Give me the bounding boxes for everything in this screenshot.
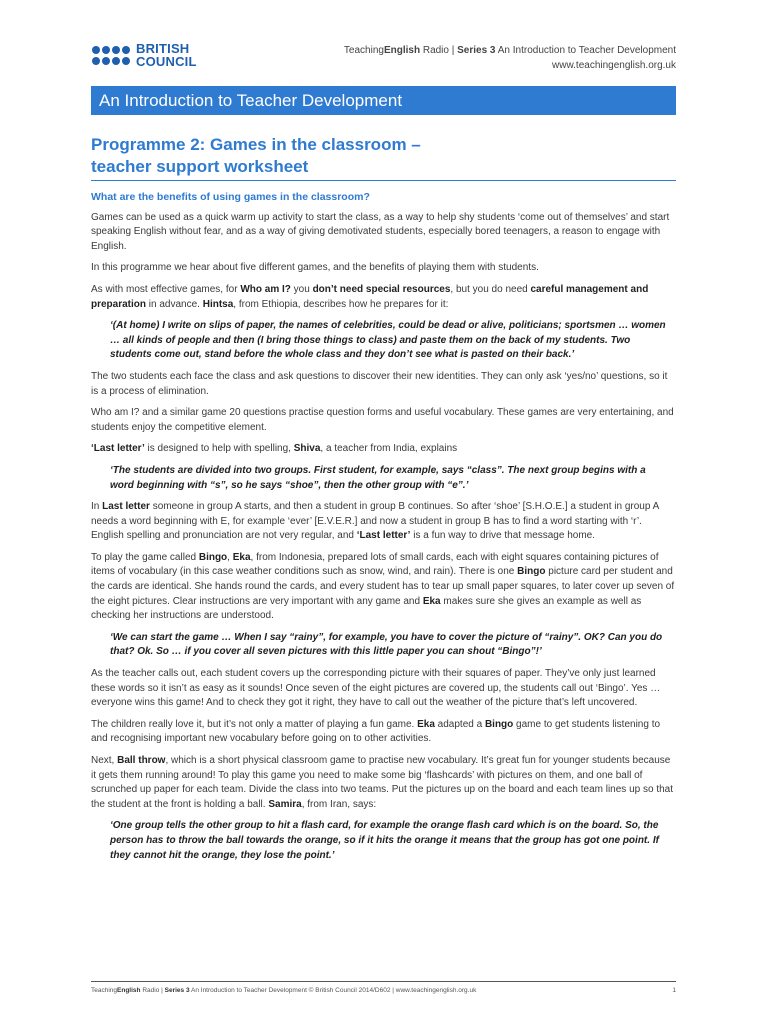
title-line-1: Programme 2: Games in the classroom – [91, 135, 421, 154]
paragraph-9: As the teacher calls out, each student covers up the corresponding picture with their squares of paper. They’ve only just learned these words so it isn’t as easy as it sounds! Once seven of the eight pictures are covered up, the students call out ‘Bingo’. Yes … everyone wins this game! And to check they got it right, they have to call out the weather of the picture that’s left uncovered. [91, 668, 661, 709]
quote-shiva: ‘The students are divided into two groups. First student, for example, says “class”. The next group begins with a word beginning with “s”, so he says “shoe”, then the other group with “e”.’ [110, 464, 646, 491]
quote-samira: ‘One group tells the other group to hit a flash card, for example the orange flash card which is on the board. So, the person has to throw the ball towards the orange, so if it hits the orange it means that the group has got one point. If they cannot hit the orange, they lose the point.’ [110, 820, 659, 861]
paragraph-10: The children really love it, but it’s not only a matter of playing a fun game. Eka adapted a Bingo game to get students listening to and recognising important new vocabulary before going on to other activities. [91, 718, 661, 745]
quote-eka: ‘We can start the game … When I say “rainy”, for example, you have to cover the picture of “rainy”. OK? Can you do that? Ok. So … if you cover all seven pictures with this little paper you can shout “Bingo”!’ [110, 631, 663, 658]
page-footer [91, 987, 676, 994]
paragraph-6: ‘Last letter’ is designed to help with spelling, Shiva, a teacher from India, explains [91, 443, 458, 455]
footer-website-link[interactable]: www.teachingenglish.org.uk [395, 987, 477, 994]
title-divider [91, 180, 676, 181]
page-title [91, 134, 676, 178]
logo-line-1: BRITISH [136, 41, 190, 56]
british-council-logo [92, 42, 197, 68]
paragraph-5: Who am I? and a similar game 20 questions practise question forms and useful vocabulary. These games are very entertaining, and students enjoy the competitive element. [91, 407, 674, 433]
section-heading: What are the benefits of using games in the classroom? [91, 191, 370, 203]
course-banner: An Introduction to Teacher Development [91, 86, 676, 115]
header-series-info [344, 43, 676, 73]
paragraph-11: Next, Ball throw, which is a short physical classroom game to practise new vocabulary. It’s great fun for younger students because it gets them running around! To play this game you need to make some big ‘flashcards’ with pictures on them, and one ball of scrunched up paper for each team. Divide the class into two teams. Put the pictures up on the board and each team lines up so that the student at the front is holding a ball. Samira, from Iran, says: [91, 755, 674, 810]
series-label: Series 3 [457, 45, 496, 56]
logo-dots-icon [92, 46, 130, 65]
page-number: 1 [672, 987, 676, 994]
series-title: An Introduction to Teacher Development [497, 45, 676, 56]
worksheet-body [91, 190, 676, 870]
footer-divider [91, 981, 676, 982]
logo-line-2: COUNCIL [136, 54, 197, 69]
footer-info: TeachingEnglish Radio | Series 3 An Introduction to Teacher Development © British Council 2014/D602 | www.teachingenglish.org.uk [91, 987, 477, 994]
title-line-2: teacher support worksheet [91, 157, 309, 176]
series-separator: | [448, 45, 458, 56]
logo-text [136, 42, 197, 68]
header-website-link[interactable]: www.teachingenglish.org.uk [552, 60, 676, 71]
series-radio: Radio [420, 45, 449, 56]
series-teaching: Teaching [343, 45, 384, 56]
paragraph-7: In Last letter someone in group A starts, and then a student in group B continues. So after ‘shoe’ [S.H.O.E.] a student in group A needs a word beginning with E, for example ‘ever’ [E.V.E.R.] and now a student in group B has to find a word starting with ‘r’. English spelling and pronunciation are not very regular, and ‘Last letter’ is a fun way to drive that message home. [91, 501, 659, 542]
quote-hintsa: ‘(At home) I write on slips of paper, the names of celebrities, could be dead or alive, politicians; sportsmen … women … all kinds of people and then (I bring those things to class) and paste them on the back of my students. Two students come out, stand before the whole class and they don’t see what is pasted on their back.’ [110, 320, 666, 361]
paragraph-2: In this programme we hear about five different games, and the benefits of playing them with students. [91, 262, 539, 274]
paragraph-1: Games can be used as a quick warm up activity to start the class, as a way to help shy students ‘come out of themselves’ and start speaking English without fear, and as a way of giving demotivated students, especially bored teenagers, a reason to engage with English. [91, 211, 670, 252]
series-english: English [383, 45, 421, 56]
series-line [344, 43, 676, 58]
paragraph-8: To play the game called Bingo, Eka, from Indonesia, prepared lots of small cards, each with eight squares containing pictures of items of vocabulary (in this case weather conditions such as snow, wind, and rain). There is one Bingo picture card per student and the cards are identical. She hands round the cards, and every student has to tear up small paper squares, to later cover up seven of the eight pictures. Clear instructions are very important with any game and Eka makes sure she gives an example as well as checking her instructions are understood. [91, 551, 675, 622]
paragraph-3: As with most effective games, for Who am I? you don’t need special resources, but you do need careful management and preparation in advance. Hintsa, from Ethiopia, describes how he prepares for it: [91, 283, 649, 310]
paragraph-4: The two students each face the class and ask questions to discover their new identities. They can only ask ‘yes/no’ questions, so it is a process of elimination. [91, 370, 668, 397]
